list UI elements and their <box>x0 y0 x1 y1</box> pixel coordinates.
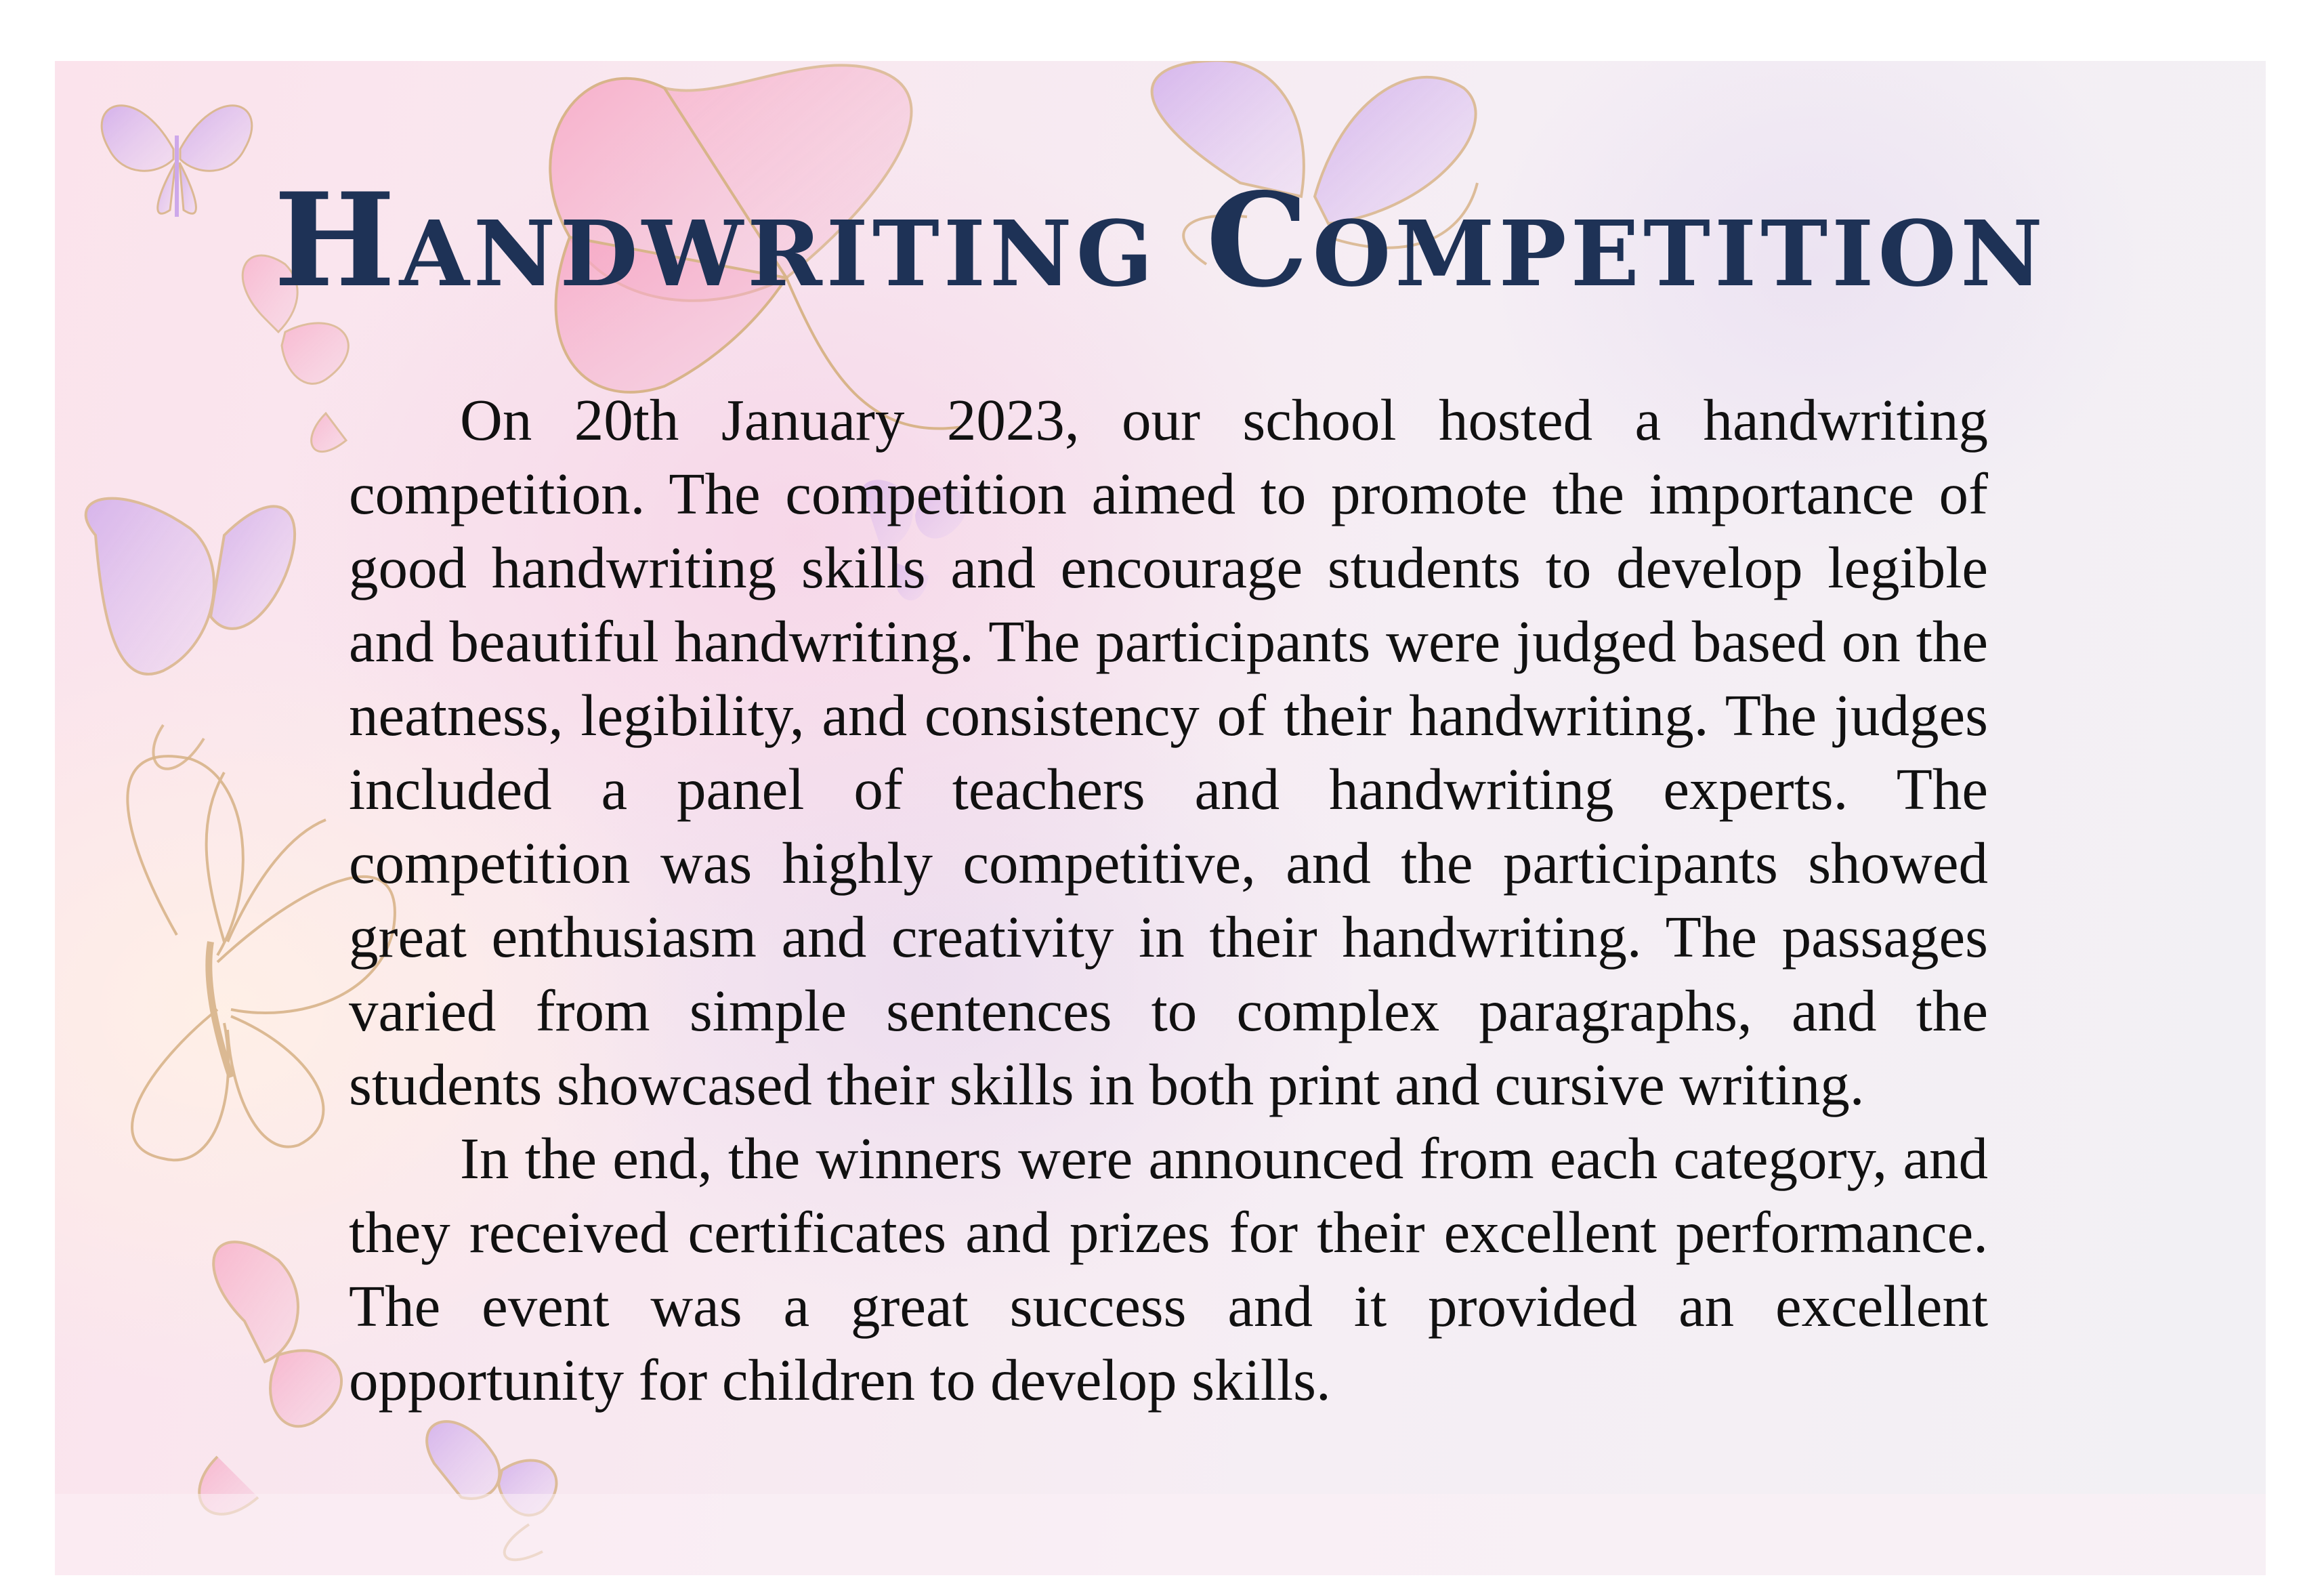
paragraph-2: In the end, the winners were announced from each category, and they received certificates and prizes for their excellent performance. The event was a great success and it provided an excellent opportunity for children to develop skills. <box>349 1125 1988 1413</box>
bottom-band <box>55 1494 2266 1575</box>
paragraph-1: On 20th January 2023, our school hosted a handwriting competition. The competition aimed to promote the importance of good handwriting skills and encourage students to develop legible and beautiful handwriting. The participants were judged based on the neatness, legibility, and consistency of their handwriting. The judges included a panel of teachers and handwriting experts. The competition was highly competitive, and the participants showed great enthusiasm and creativity in their handwriting. The passages varied from simple sentences to complex paragraphs, and the students showcased their skills in both print and cursive writing. <box>349 387 1988 1117</box>
article-card <box>55 61 2266 1575</box>
page-title: Handwriting Competition <box>274 165 2047 316</box>
butterfly-icon <box>86 499 295 769</box>
article-body <box>349 383 1988 1417</box>
